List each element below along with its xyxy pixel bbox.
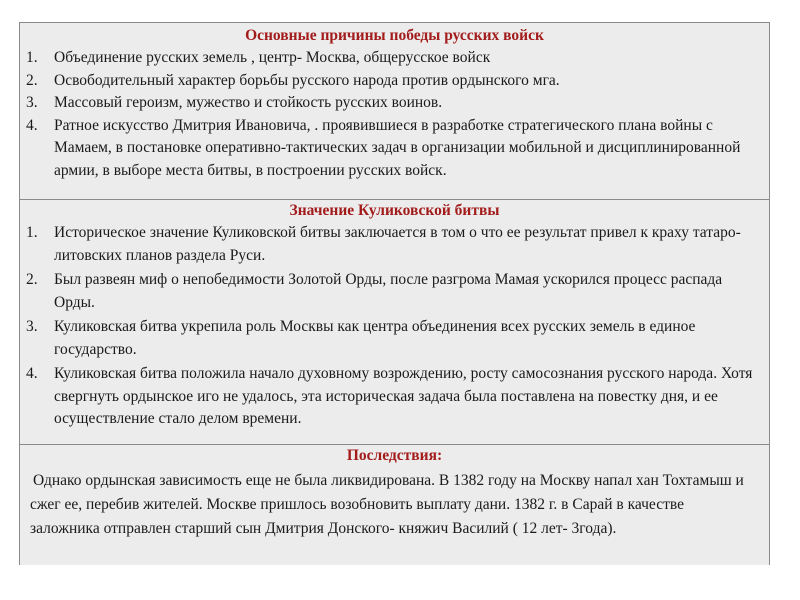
list-number: 2.: [26, 71, 38, 89]
list-number: 1.: [26, 224, 38, 241]
list-number: 2.: [26, 271, 38, 288]
list-number: 3.: [26, 318, 38, 335]
significance-title: Значение Куликовской битвы: [289, 202, 500, 219]
list-item: [20, 92, 769, 115]
list-number: 4.: [26, 116, 38, 134]
list-item-text: Освободительный характер борьбы русского народа против ордынского мга.: [54, 71, 560, 89]
list-number: 4.: [26, 365, 38, 382]
list-item-text: Ратное искусство Дмитрия Ивановича, . проявившиеся в разработке стратегического плана войны с Мамаем, в постановке оперативно-тактических задач в организации мобильной и дисциплинированной армии, в выборе места битвы, в построении русских войск.: [54, 116, 741, 179]
list-item-text: Был развеян миф о непобедимости Золотой Орды, после разгрома Мамая ускорился процесс распада Орды.: [54, 271, 723, 311]
significance-section: [20, 199, 769, 444]
list-item: [20, 70, 769, 93]
list-item-text: Массовый героизм, мужество и стойкость русских воинов.: [54, 94, 443, 111]
list-item-text: Объединение русских земель , центр- Москва, общерусское войск: [54, 49, 491, 66]
list-number: 3.: [26, 94, 38, 111]
list-item: [20, 269, 769, 314]
list-item-text: Куликовская битва укрепила роль Москвы как центра объединения всех русских земель в единое государство.: [54, 318, 696, 358]
consequences-text: Однако ордынская зависимость еще не была ликвидирована. В 1382 году на Москву напал хан Тохтамыш и сжег ее, перебив жителей. Москве пришлось возобновить выплату дани. 1382 г. в Сарай в качестве заложника отправлен старший сын Дмитрия Донского- княжич Василий ( 12 лет- 3года).: [30, 472, 744, 537]
causes-section: [20, 23, 769, 199]
consequences-title: Последствия:: [346, 447, 443, 464]
list-item: [20, 115, 769, 183]
list-item: [20, 47, 769, 70]
significance-list: [20, 222, 769, 431]
list-item: [20, 316, 769, 361]
list-item-text: Историческое значение Куликовской битвы заключается в том о что ее результат привел к краху татаро-литовских планов раздела Руси.: [54, 224, 741, 264]
content-table: [19, 22, 770, 565]
list-item: [20, 222, 769, 267]
list-number: 1.: [26, 49, 38, 66]
list-item-text: Куликовская битва положила начало духовному возрождению, росту самосознания русского народа. Хотя свергнуть ордынское иго не удалось, эта историческая задача была поставлена на повестку дня, и ее осуществление стало делом времени.: [54, 365, 753, 427]
causes-list: [20, 47, 769, 182]
list-item: [20, 363, 769, 431]
causes-title: Основные причины победы русских войск: [245, 27, 544, 44]
consequences-section: [20, 444, 769, 565]
